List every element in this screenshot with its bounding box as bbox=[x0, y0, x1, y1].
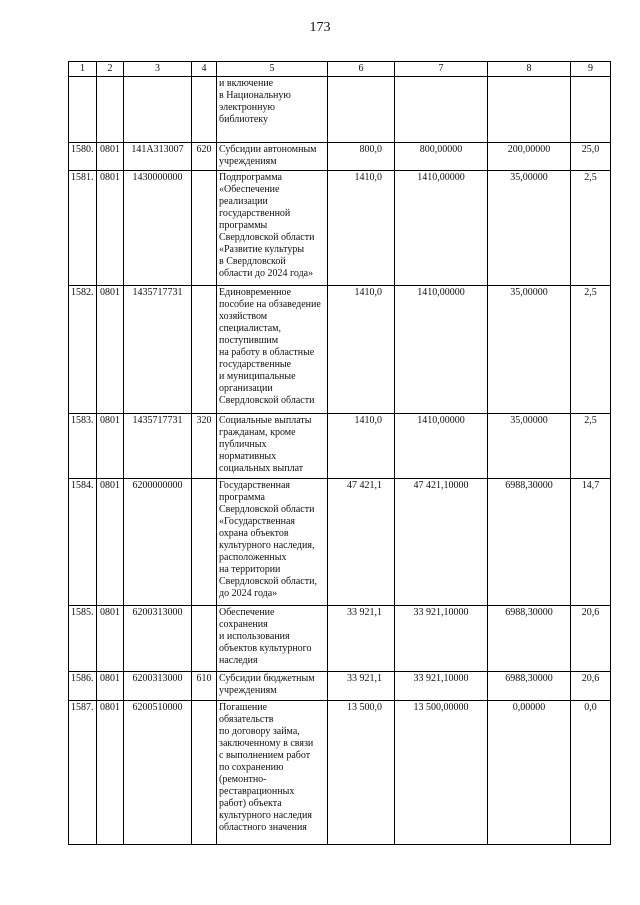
target-article-code: 1430000000 bbox=[124, 171, 192, 286]
section-code: 0801 bbox=[97, 171, 124, 286]
value-col6: 800,0 bbox=[328, 143, 395, 171]
section-code: 0801 bbox=[97, 606, 124, 672]
page-number: 173 bbox=[309, 20, 331, 35]
expense-type-code: 620 bbox=[192, 143, 217, 171]
value-col6: 1410,0 bbox=[328, 171, 395, 286]
target-article-code: 6200000000 bbox=[124, 479, 192, 606]
section-code: 0801 bbox=[97, 143, 124, 171]
header-cell: 6 bbox=[328, 62, 395, 77]
description: Погашение обязательств по договору займа, заключенному в связи с выполнением работ по сохранению (ремонтно- реставрационных работ) объекта культурного наследия областного значения bbox=[217, 701, 328, 845]
value-col6: 1410,0 bbox=[328, 286, 395, 414]
value-col9: 20,6 bbox=[571, 672, 611, 701]
value-col6: 1410,0 bbox=[328, 414, 395, 479]
header-cell: 4 bbox=[192, 62, 217, 77]
target-article-code bbox=[124, 77, 192, 143]
row-number: 1580. bbox=[69, 143, 97, 171]
value-col7: 1410,00000 bbox=[395, 414, 488, 479]
value-col7: 800,00000 bbox=[395, 143, 488, 171]
row-number: 1586. bbox=[69, 672, 97, 701]
value-col7: 33 921,10000 bbox=[395, 606, 488, 672]
target-article-code: 1435717731 bbox=[124, 286, 192, 414]
description: Социальные выплаты гражданам, кроме публичных нормативных социальных выплат bbox=[217, 414, 328, 479]
value-col8: 0,00000 bbox=[488, 701, 571, 845]
table-row bbox=[69, 143, 611, 171]
value-col7: 1410,00000 bbox=[395, 171, 488, 286]
section-code: 0801 bbox=[97, 479, 124, 606]
value-col8: 35,00000 bbox=[488, 286, 571, 414]
description: Подпрограмма «Обеспечение реализации государственной программы Свердловской области «Развитие культуры в Свердловской области до 2024 года» bbox=[217, 171, 328, 286]
target-article-code: 1435717731 bbox=[124, 414, 192, 479]
expense-type-code: 320 bbox=[192, 414, 217, 479]
row-number bbox=[69, 77, 97, 143]
expense-type-code bbox=[192, 479, 217, 606]
row-number: 1585. bbox=[69, 606, 97, 672]
value-col9: 2,5 bbox=[571, 171, 611, 286]
value-col8: 200,00000 bbox=[488, 143, 571, 171]
value-col9: 14,7 bbox=[571, 479, 611, 606]
value-col7 bbox=[395, 77, 488, 143]
header-cell: 7 bbox=[395, 62, 488, 77]
row-number: 1587. bbox=[69, 701, 97, 845]
header-row bbox=[69, 62, 611, 77]
value-col9: 25,0 bbox=[571, 143, 611, 171]
value-col8: 6988,30000 bbox=[488, 479, 571, 606]
table-row bbox=[69, 171, 611, 286]
header-cell: 2 bbox=[97, 62, 124, 77]
value-col7: 1410,00000 bbox=[395, 286, 488, 414]
table-row bbox=[69, 77, 611, 143]
header-cell: 8 bbox=[488, 62, 571, 77]
section-code: 0801 bbox=[97, 414, 124, 479]
header-cell: 9 bbox=[571, 62, 611, 77]
value-col6 bbox=[328, 77, 395, 143]
table-row bbox=[69, 414, 611, 479]
description: Обеспечение сохранения и использования объектов культурного наследия bbox=[217, 606, 328, 672]
table-row bbox=[69, 286, 611, 414]
value-col8: 35,00000 bbox=[488, 414, 571, 479]
description: Субсидии автономным учреждениям bbox=[217, 143, 328, 171]
section-code bbox=[97, 77, 124, 143]
value-col8: 35,00000 bbox=[488, 171, 571, 286]
expense-type-code bbox=[192, 286, 217, 414]
target-article-code: 6200313000 bbox=[124, 672, 192, 701]
table-row bbox=[69, 606, 611, 672]
value-col8: 6988,30000 bbox=[488, 606, 571, 672]
description: Единовременное пособие на обзаведение хозяйством специалистам, поступившим на работу в областные государственные и муниципальные организации Свердловской области bbox=[217, 286, 328, 414]
value-col7: 47 421,10000 bbox=[395, 479, 488, 606]
section-code: 0801 bbox=[97, 286, 124, 414]
value-col8 bbox=[488, 77, 571, 143]
row-number: 1584. bbox=[69, 479, 97, 606]
table-row bbox=[69, 479, 611, 606]
value-col9 bbox=[571, 77, 611, 143]
description: Государственная программа Свердловской области «Государственная охрана объектов культурного наследия, расположенных на территории Свердловской области, до 2024 года» bbox=[217, 479, 328, 606]
section-code: 0801 bbox=[97, 701, 124, 845]
description: и включение в Национальную электронную библиотеку bbox=[217, 77, 328, 143]
value-col9: 2,5 bbox=[571, 286, 611, 414]
header-cell: 3 bbox=[124, 62, 192, 77]
header-cell: 1 bbox=[69, 62, 97, 77]
budget-table bbox=[68, 61, 611, 845]
expense-type-code bbox=[192, 701, 217, 845]
target-article-code: 141A313007 bbox=[124, 143, 192, 171]
expense-type-code bbox=[192, 606, 217, 672]
expense-type-code bbox=[192, 77, 217, 143]
row-number: 1581. bbox=[69, 171, 97, 286]
expense-type-code: 610 bbox=[192, 672, 217, 701]
target-article-code: 6200313000 bbox=[124, 606, 192, 672]
value-col7: 13 500,00000 bbox=[395, 701, 488, 845]
value-col6: 13 500,0 bbox=[328, 701, 395, 845]
value-col6: 47 421,1 bbox=[328, 479, 395, 606]
header-cell: 5 bbox=[217, 62, 328, 77]
target-article-code: 6200510000 bbox=[124, 701, 192, 845]
row-number: 1582. bbox=[69, 286, 97, 414]
value-col6: 33 921,1 bbox=[328, 672, 395, 701]
table-row bbox=[69, 672, 611, 701]
value-col7: 33 921,10000 bbox=[395, 672, 488, 701]
value-col9: 0,0 bbox=[571, 701, 611, 845]
description: Субсидии бюджетным учреждениям bbox=[217, 672, 328, 701]
value-col9: 20,6 bbox=[571, 606, 611, 672]
expense-type-code bbox=[192, 171, 217, 286]
section-code: 0801 bbox=[97, 672, 124, 701]
table-row bbox=[69, 701, 611, 845]
value-col8: 6988,30000 bbox=[488, 672, 571, 701]
value-col9: 2,5 bbox=[571, 414, 611, 479]
row-number: 1583. bbox=[69, 414, 97, 479]
value-col6: 33 921,1 bbox=[328, 606, 395, 672]
